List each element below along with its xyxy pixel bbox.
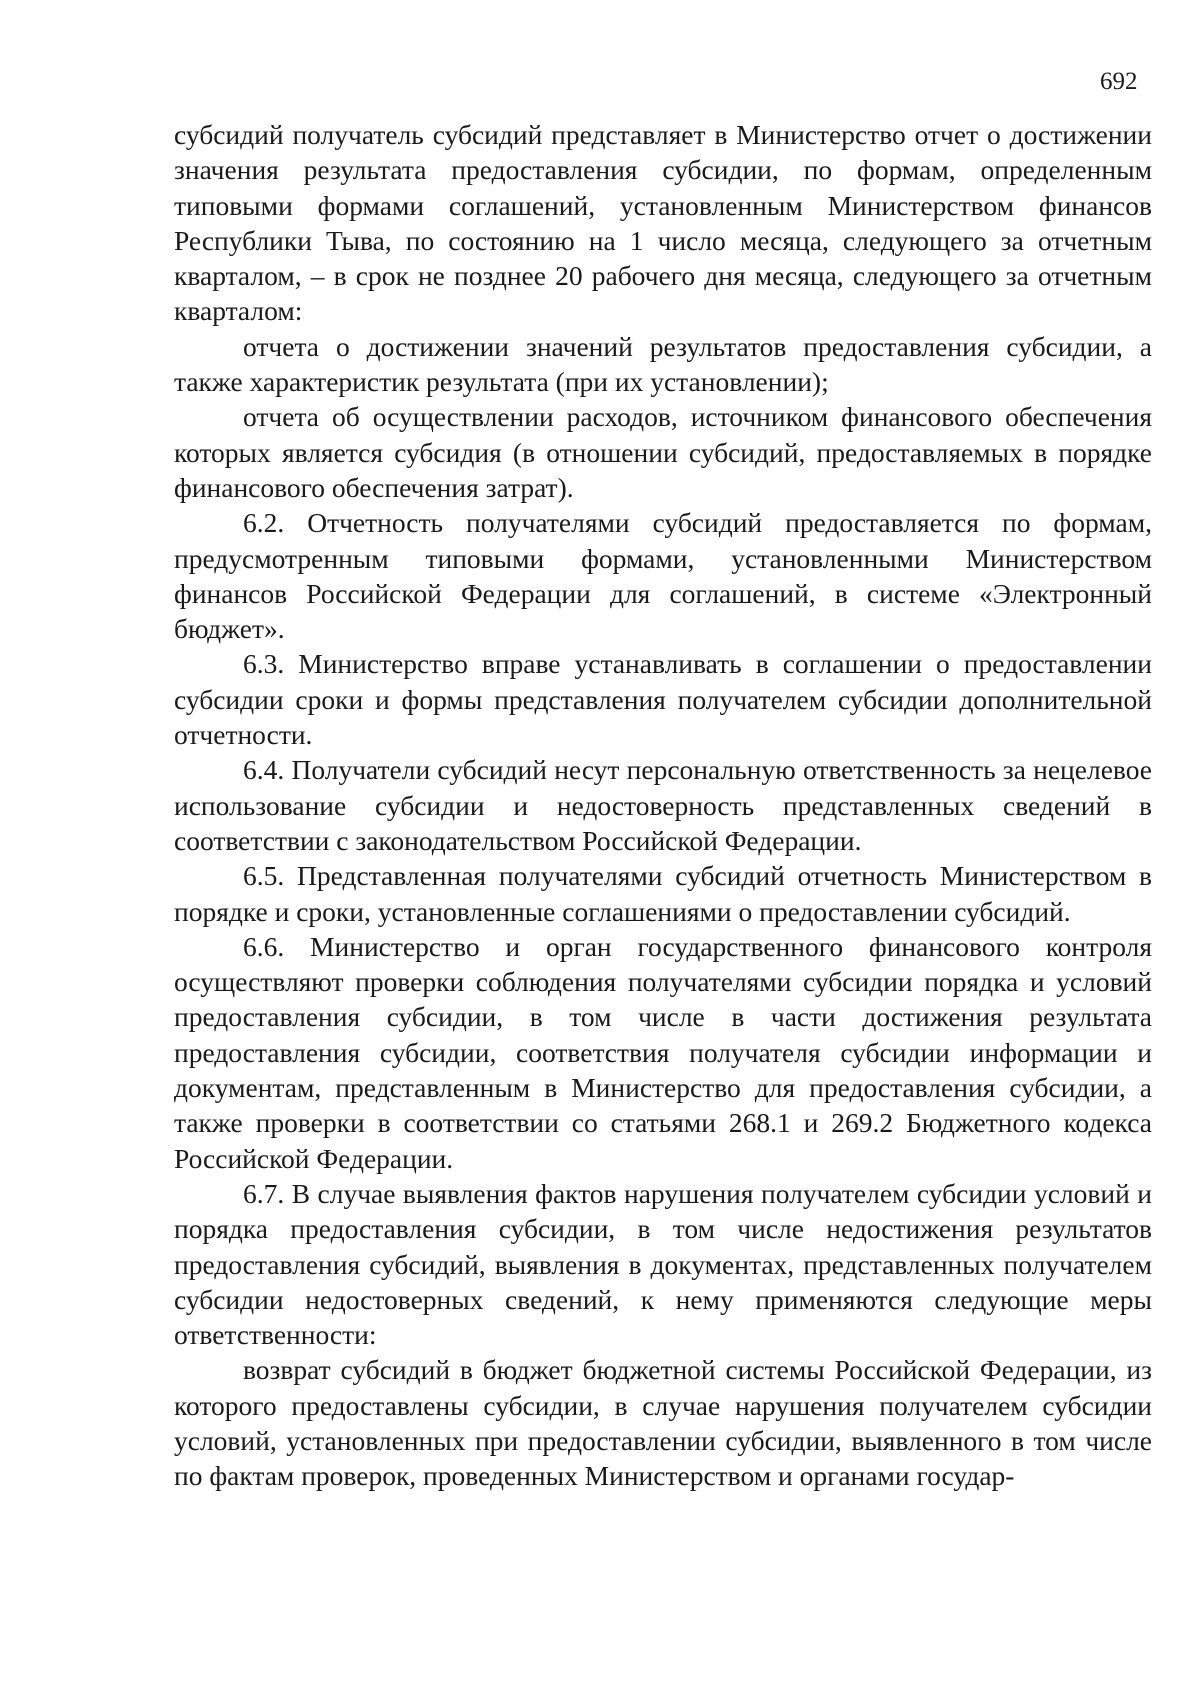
paragraph-6-2: 6.2. Отчетность получателями субсидий предоставляется по формам, предусмотренным типовыми формами, установленными Министерством финансов Российской Федерации для соглашений, в системе «Электронный бюджет». [174,507,1152,645]
paragraph-6-3: 6.3. Министерство вправе устанавливать в соглашении о предоставлении субсидии сроки и формы представления получателем субсидии дополнительной отчетности. [174,648,1152,751]
paragraph-6-5: 6.5. Представленная получателями субсидий отчетность Министерством в порядке и сроки, установленные соглашениями о предоставлении субсидий. [174,860,1152,927]
paragraph-6-4: 6.4. Получатели субсидий несут персональную ответственность за нецелевое использование субсидии и недостоверность представленных сведений в соответствии с законодательством Российской Федерации. [174,754,1152,856]
page-number: 692 [1100,68,1138,95]
paragraph-report-expenses: отчета об осуществлении расходов, источником финансового обеспечения которых является субсидия (в отношении субсидий, предоставляемых в порядке финансового обеспечения затрат). [174,401,1152,503]
paragraph-subsidy-return: возврат субсидий в бюджет бюджетной системы Российской Федерации, из которого предоставлены субсидии, в случае нарушения получателем субсидии условий, установленных при предоставлении субсидии, выявленного в том числе по фактам проверок, проведенных Министерством и органами государ- [174,1354,1152,1492]
paragraph-6-7: 6.7. В случае выявления фактов нарушения получателем субсидии условий и порядка предоставления субсидии, в том числе недостижения результатов предоставления субсидий, выявления в документах, представленных получателем субсидии недостоверных сведений, к нему применяются следующие меры ответственности: [174,1177,1152,1351]
paragraph-6-6: 6.6. Министерство и орган государственного финансового контроля осуществляют проверки соблюдения получателями субсидии порядка и условий предоставления субсидии, в том числе в части достижения результата предоставления субсидии, соответствия получателя субсидии информации и документам, представленным в Министерство для предоставления субсидии, а также проверки в соответствии со статьями 268.1 и 269.2 Бюджетного кодекса Российской Федерации. [174,930,1152,1174]
paragraph-continuation: субсидий получатель субсидий представляет в Министерство отчет о достижении значения результата предоставления субсидии, по формам, определенным типовыми формами соглашений, установленным Министерством финансов Республики Тыва, по состоянию на 1 число месяца, следующего за отчетным кварталом, – в срок не позднее 20 рабочего дня месяца, следующего за отчетным кварталом: [174,119,1152,327]
document-body [174,117,1152,1494]
paragraph-report-results: отчета о достижении значений результатов предоставления субсидии, а также характеристик результата (при их установлении); [174,330,1152,398]
